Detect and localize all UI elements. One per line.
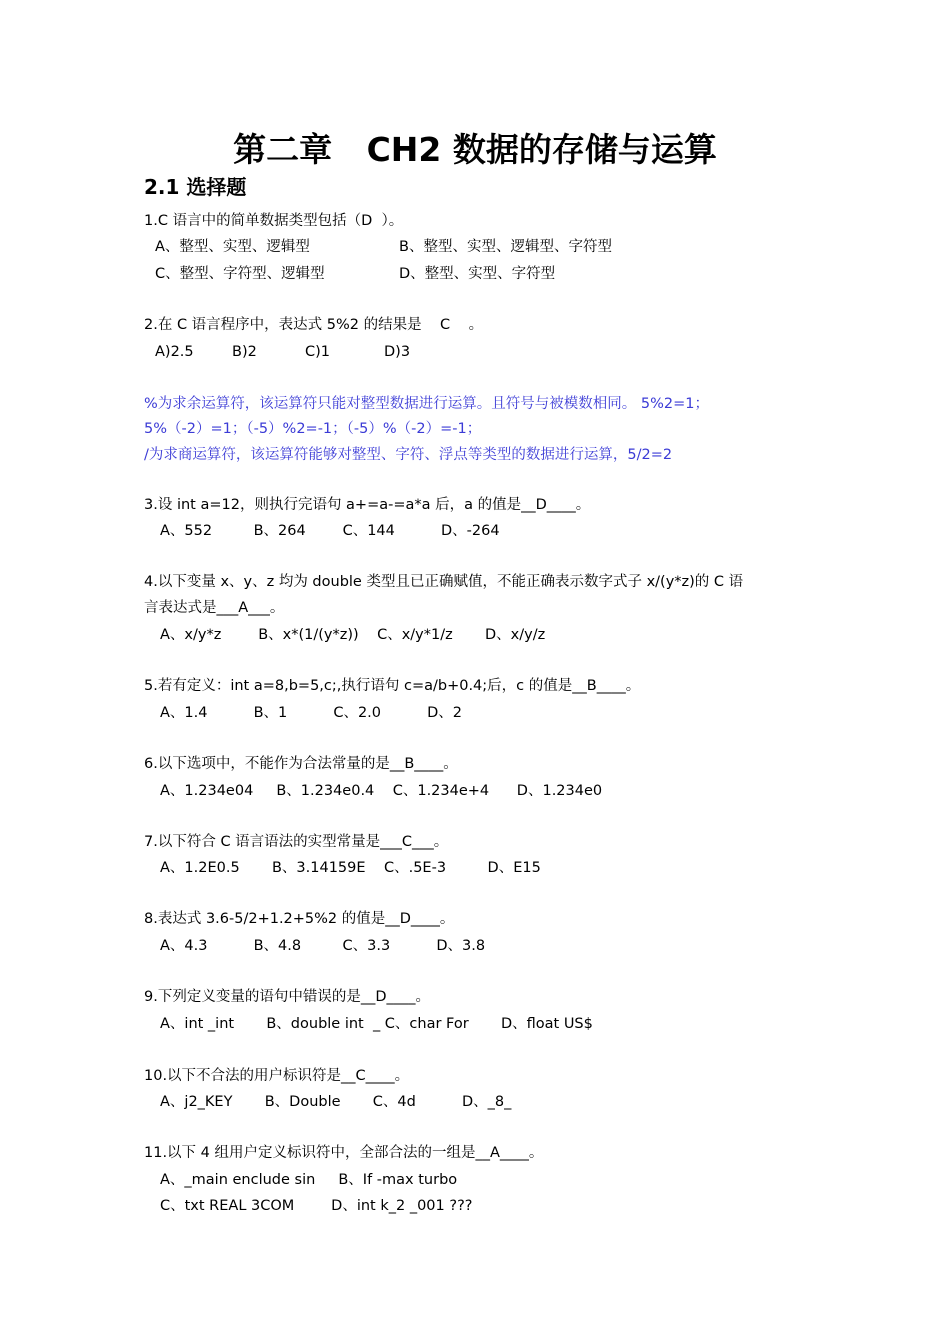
chapter-title: 第二章 CH2 数据的存储与运算 (233, 130, 717, 169)
question-1-option-a: A、整型、实型、逻辑型 (155, 239, 310, 255)
question-4-stem: 4.以下变量 x、y、z 均为 double 类型且已正确赋值，不能正确表示数字式子 x/(y*z)的 C 语 (144, 574, 744, 590)
question-2-option-d: D)3 (384, 344, 411, 360)
question-10-stem: 10.以下不合法的用户标识符是__C____。 (144, 1068, 410, 1084)
question-9-stem: 9.下列定义变量的语句中错误的是__D____。 (144, 989, 430, 1005)
question-4-options: A、x/y*z B、x*(1/(y*z)) C、x/y*1/z D、x/y/z (160, 627, 546, 643)
question-3-options: A、552 B、264 C、144 D、-264 (160, 523, 500, 539)
question-11-stem: 11.以下 4 组用户定义标识符中，全部合法的一组是__A____。 (144, 1145, 544, 1161)
question-2-option-b: B)2 (232, 344, 257, 360)
question-2-stem: 2.在 C 语言程序中，表达式 5%2 的结果是 C 。 (144, 317, 484, 333)
question-2-option-a: A)2.5 (155, 344, 194, 360)
explanation-line-3: /为求商运算符，该运算符能够对整型、字符、浮点等类型的数据进行运算，5/2=2 (144, 447, 673, 463)
question-3-stem: 3.设 int a=12，则执行完语句 a+=a-=a*a 后，a 的值是__D____。 (144, 497, 591, 513)
question-11-options-row-2: C、txt REAL 3COM D、int k_2 _001 ??? (160, 1198, 473, 1214)
question-7-options: A、1.2E0.5 B、3.14159E C、.5E-3 D、E15 (160, 860, 541, 876)
question-4-stem-continued: 言表达式是___A___。 (144, 600, 285, 616)
question-6-options: A、1.234e04 B、1.234e0.4 C、1.234e+4 D、1.234e0 (160, 783, 603, 799)
section-heading: 2.1 选择题 (144, 175, 247, 199)
question-1-option-b: B、整型、实型、逻辑型、字符型 (399, 239, 612, 255)
question-5-stem: 5.若有定义：int a=8,b=5,c;,执行语句 c=a/b+0.4;后，c 的值是__B____。 (144, 678, 641, 694)
question-7-stem: 7.以下符合 C 语言语法的实型常量是___C___。 (144, 834, 449, 850)
question-1-stem: 1.C 语言中的简单数据类型包括（D ）。 (144, 213, 404, 229)
question-9-options: A、int _int B、double int _ C、char For D、float US$ (160, 1016, 593, 1032)
question-1-option-c: C、整型、字符型、逻辑型 (155, 266, 325, 282)
explanation-line-2: 5%（-2）=1；（-5）%2=-1；（-5）%（-2）=-1； (144, 421, 482, 437)
question-10-options: A、j2_KEY B、Double C、4d D、_8_ (160, 1094, 512, 1110)
question-8-options: A、4.3 B、4.8 C、3.3 D、3.8 (160, 938, 486, 954)
question-5-options: A、1.4 B、1 C、2.0 D、2 (160, 705, 463, 721)
question-8-stem: 8.表达式 3.6-5/2+1.2+5%2 的值是__D____。 (144, 911, 455, 927)
question-2-option-c: C)1 (305, 344, 331, 360)
question-6-stem: 6.以下选项中，不能作为合法常量的是__B____。 (144, 756, 458, 772)
question-1-option-d: D、整型、实型、字符型 (399, 266, 556, 282)
explanation-line-1: %为求余运算符，该运算符只能对整型数据进行运算。且符号与被模数相同。 5%2=1； (144, 396, 709, 412)
question-11-options-row-1: A、_main enclude sin B、If -max turbo (160, 1172, 458, 1188)
